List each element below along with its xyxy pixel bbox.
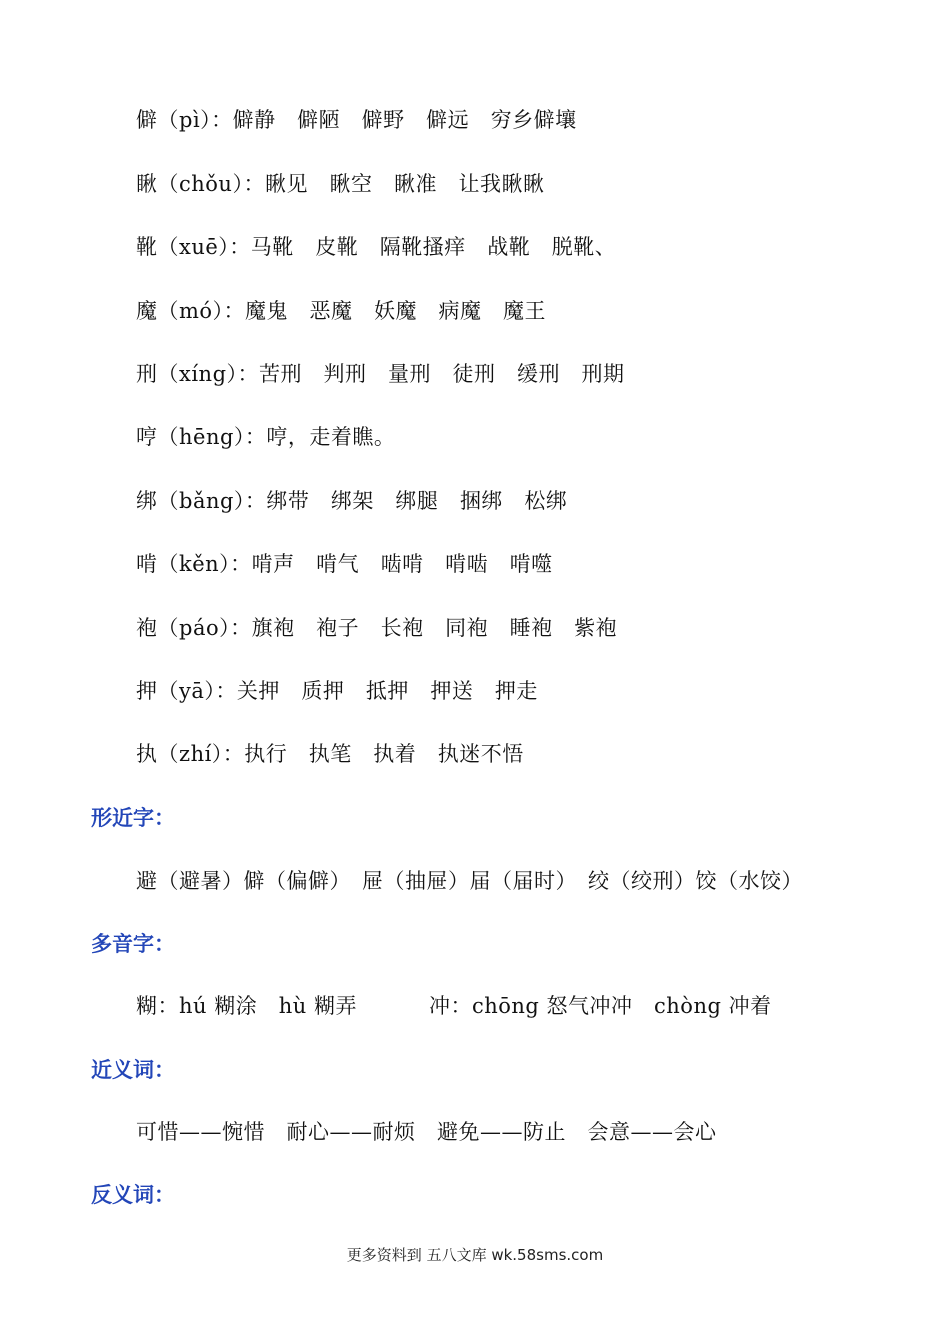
vocab-entry: 魔（mó）：魔鬼 恶魔 妖魔 病魔 魔王 bbox=[136, 299, 547, 323]
vocab-entry: 僻（pì）：僻静 僻陋 僻野 僻远 穷乡僻壤 bbox=[136, 108, 577, 132]
vocab-entry: 袍（páo）：旗袍 袍子 长袍 同袍 睡袍 紫袍 bbox=[136, 616, 618, 640]
footer-link[interactable]: 更多资料到 五八文库 wk.58sms.com bbox=[346, 1246, 604, 1264]
section-heading-similar-chars: 形近字： bbox=[91, 805, 175, 830]
section-heading-antonyms: 反义词： bbox=[91, 1182, 175, 1207]
vocab-entry: 刑（xíng）：苦刑 判刑 量刑 徒刑 缓刑 刑期 bbox=[136, 362, 625, 386]
vocab-entry: 靴（xuē）：马靴 皮靴 隔靴搔痒 战靴 脱靴、 bbox=[136, 235, 617, 259]
vocab-entry: 啃（kěn）：啃声 啃气 啮啃 啃啮 啃噬 bbox=[136, 552, 553, 576]
polyphone-hu: 糊：hú 糊涂 hù 糊弄 bbox=[136, 994, 357, 1018]
polyphones-content bbox=[136, 992, 772, 1020]
vocab-entry: 瞅（chǒu）：瞅见 瞅空 瞅准 让我瞅瞅 bbox=[136, 172, 545, 196]
section-heading-polyphones: 多音字： bbox=[91, 931, 175, 956]
similar-chars-content: 避（避暑）僻（偏僻） 屉（抽屉）届（届时） 绞（绞刑）饺（水饺） bbox=[136, 869, 803, 893]
vocab-entry: 押（yā）：关押 质押 抵押 押送 押走 bbox=[136, 679, 538, 703]
vocab-entry: 绑（bǎng）：绑带 绑架 绑腿 捆绑 松绑 bbox=[136, 489, 568, 513]
vocab-entry: 哼（hēng）：哼，走着瞧。 bbox=[136, 425, 396, 449]
synonyms-content: 可惜——惋惜 耐心——耐烦 避免——防止 会意——会心 bbox=[136, 1120, 717, 1144]
vocab-entry: 执（zhí）：执行 执笔 执着 执迷不悟 bbox=[136, 742, 524, 766]
polyphone-chong: 冲：chōng 怒气冲冲 chòng 冲着 bbox=[428, 994, 772, 1018]
section-heading-synonyms: 近义词： bbox=[91, 1057, 175, 1082]
